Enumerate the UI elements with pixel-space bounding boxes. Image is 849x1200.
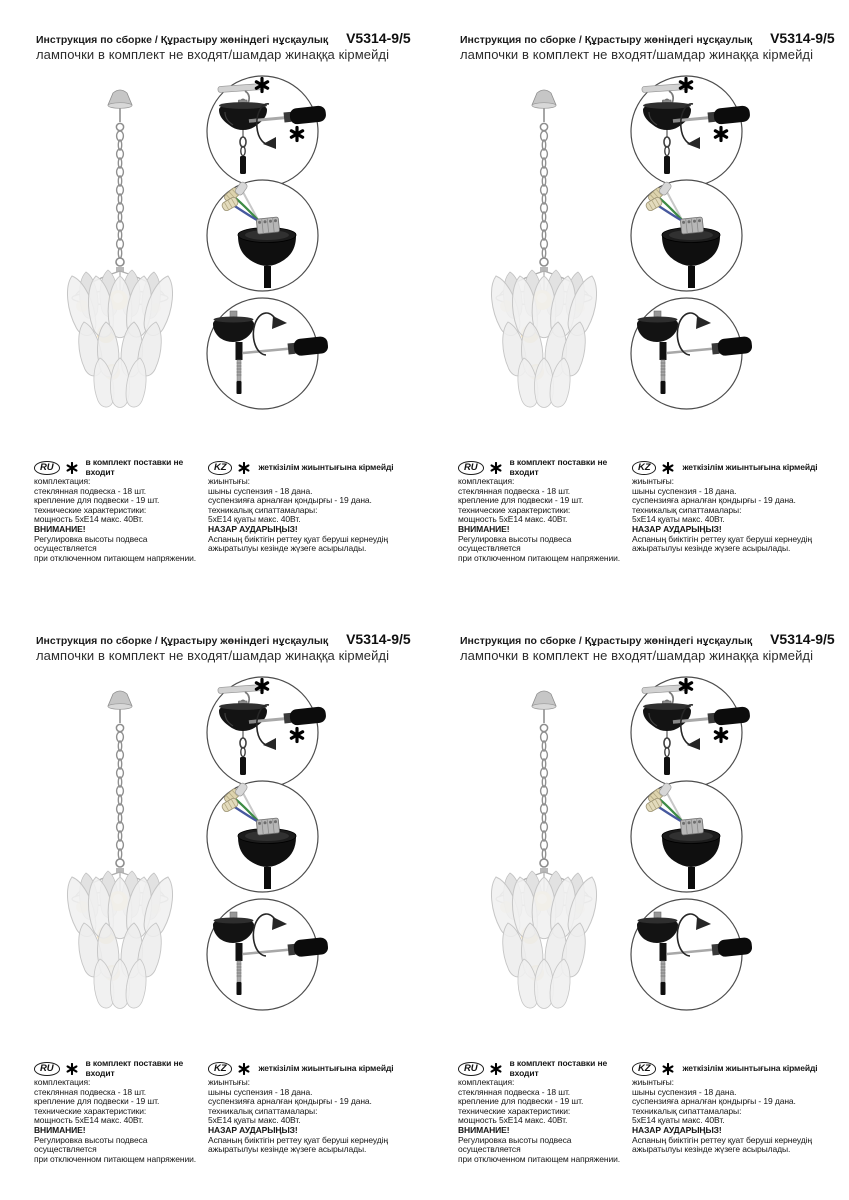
title-row xyxy=(460,30,835,46)
ru-badge: RU xyxy=(458,1062,484,1076)
ru-section xyxy=(458,1060,630,1164)
chandelier-illustration xyxy=(462,86,637,421)
page-subtitle: лампочки в комплект не входят/шамдар жинаққа кірмейді xyxy=(460,47,814,62)
ru-kit-header: комплектация: xyxy=(34,476,91,486)
step2-wiring-diagram xyxy=(629,178,759,293)
page-title: Инструкция по сборке / Құрастыру жөніндегі нұсқаулық xyxy=(460,34,753,46)
cable-icon xyxy=(688,266,695,288)
glass-petals-tier3 xyxy=(515,357,574,409)
chandelier-illustration xyxy=(38,687,213,1022)
kz-kit-item: суспензияға арналған қондырғы - 19 дана. xyxy=(632,1096,796,1107)
ru-warning xyxy=(458,1126,630,1164)
ru-kit-items xyxy=(34,487,206,506)
step2-wiring-diagram xyxy=(629,779,759,894)
model-number: V5314-9/5 xyxy=(770,631,835,647)
kz-badge-row xyxy=(208,1060,400,1078)
chain-icon xyxy=(540,732,548,867)
title-row xyxy=(36,30,411,46)
panel-header xyxy=(460,30,835,62)
ru-spec-header: технические характеристики: xyxy=(458,1105,571,1116)
kz-kit-header: жиынтығы: xyxy=(208,1077,250,1087)
glass-petals-tier3 xyxy=(91,357,150,409)
asterisk-icon xyxy=(490,1063,502,1075)
kz-warning-line: Аспаның биіктігін реттеу қуат беруші кернеудің xyxy=(208,1134,388,1145)
kz-spec-header: техникалық сипаттамалары: xyxy=(208,1105,318,1116)
cable-icon xyxy=(264,266,271,288)
kz-badge: KZ xyxy=(208,1062,232,1076)
step1-hook-mount-diagram xyxy=(205,675,335,790)
canopy-icon xyxy=(108,691,132,732)
ru-badge: RU xyxy=(458,461,484,475)
kz-warning-line: ажыратылуы кезінде жүзеге асырылады. xyxy=(632,543,791,554)
ru-kit-item: крепление для подвески - 19 шт. xyxy=(34,495,160,506)
ru-spec xyxy=(34,506,206,525)
ru-badge-row xyxy=(34,1060,206,1078)
kz-kit-items xyxy=(208,1088,400,1107)
kz-note: жеткізілім жиынтығына кірмейді xyxy=(258,1063,394,1074)
ru-warning-header: ВНИМАНИЕ! xyxy=(34,1124,86,1135)
kz-warning-header: НАЗАР АУДАРЫҢЫЗ! xyxy=(632,523,722,534)
glass-petals-tier1 xyxy=(485,273,604,339)
ru-note: в комплект поставки не входит xyxy=(509,457,608,477)
kz-kit-items xyxy=(632,487,824,506)
kz-spec xyxy=(208,1107,400,1126)
ru-spec-header: технические характеристики: xyxy=(34,1105,147,1116)
glass-petals-tier1 xyxy=(485,874,604,940)
ru-kit-item: стеклянная подвеска - 18 шт. xyxy=(34,485,147,496)
ru-badge: RU xyxy=(34,1062,60,1076)
step3-height-adjust-diagram xyxy=(205,296,335,411)
kz-badge-row xyxy=(208,459,400,477)
glass-petals-tier1 xyxy=(61,874,180,940)
canopy-icon xyxy=(532,691,556,732)
kz-badge-row xyxy=(632,459,824,477)
terminal-block-icon xyxy=(256,818,279,835)
ru-badge-row xyxy=(458,1060,630,1078)
ru-spec-header: технические характеристики: xyxy=(458,504,571,515)
instruction-panel xyxy=(0,601,425,1200)
step2-wiring-diagram xyxy=(205,779,335,894)
kz-spec xyxy=(632,1107,824,1126)
terminal-block-icon xyxy=(256,217,279,234)
chandelier-illustration xyxy=(38,86,213,421)
ru-kit-item: крепление для подвески - 19 шт. xyxy=(458,495,584,506)
kz-warning-line: Аспаның биіктігін реттеу қуат беруші кернеудің xyxy=(208,533,388,544)
kz-kit-items xyxy=(208,487,400,506)
asterisk-icon xyxy=(662,462,674,474)
ru-warning-header: ВНИМАНИЕ! xyxy=(34,523,86,534)
chain-icon xyxy=(116,131,124,266)
ru-badge: RU xyxy=(34,461,60,475)
ru-warning xyxy=(34,1126,206,1164)
ru-section xyxy=(34,459,206,563)
ru-kit-item: стеклянная подвеска - 18 шт. xyxy=(34,1086,147,1097)
model-number: V5314-9/5 xyxy=(770,30,835,46)
ru-section xyxy=(34,1060,206,1164)
cable-icon xyxy=(688,867,695,889)
ru-warning xyxy=(34,525,206,563)
instruction-panel xyxy=(0,0,425,600)
page-subtitle: лампочки в комплект не входят/шамдар жинаққа кірмейді xyxy=(460,648,814,663)
kz-spec-line: 5хЕ14 қуаты макс. 40Вт. xyxy=(632,514,725,525)
step2-wiring-diagram xyxy=(205,178,335,293)
chain-icon xyxy=(116,732,124,867)
ru-warning-line: при отключенном питающем напряжении. xyxy=(458,1153,621,1164)
kz-kit-items xyxy=(632,1088,824,1107)
ru-warning-line: при отключенном питающем напряжении. xyxy=(34,1153,197,1164)
kz-warning-line: Аспаның биіктігін реттеу қуат беруші кернеудің xyxy=(632,533,812,544)
ru-warning-line: при отключенном питающем напряжении. xyxy=(458,552,621,563)
model-number: V5314-9/5 xyxy=(346,631,411,647)
kz-warning-line: ажыратылуы кезінде жүзеге асырылады. xyxy=(632,1144,791,1155)
ru-spec-line: мощность 5хЕ14 макс. 40Вт. xyxy=(34,514,144,525)
kz-warning-line: ажыратылуы кезінде жүзеге асырылады. xyxy=(208,543,367,554)
title-row xyxy=(460,631,835,647)
kz-spec-line: 5хЕ14 қуаты макс. 40Вт. xyxy=(208,1115,301,1126)
ru-note: в комплект поставки не входит xyxy=(509,1058,608,1078)
kz-spec-header: техникалық сипаттамалары: xyxy=(632,1105,742,1116)
kz-spec-header: техникалық сипаттамалары: xyxy=(208,504,318,515)
ru-kit-item: стеклянная подвеска - 18 шт. xyxy=(458,485,571,496)
ru-kit-item: крепление для подвески - 19 шт. xyxy=(458,1096,584,1107)
ru-spec xyxy=(458,506,630,525)
kz-badge: KZ xyxy=(632,461,656,475)
kz-warning-line: ажыратылуы кезінде жүзеге асырылады. xyxy=(208,1144,367,1155)
ru-kit-items xyxy=(34,1088,206,1107)
kz-kit-item: шыны суспензия - 18 дана. xyxy=(632,485,737,496)
kz-kit-header: жиынтығы: xyxy=(632,1077,674,1087)
page-title: Инструкция по сборке / Құрастыру жөніндегі нұсқаулық xyxy=(36,34,329,46)
terminal-block-icon xyxy=(680,217,703,234)
instruction-panel xyxy=(424,601,849,1200)
ru-kit-header: комплектация: xyxy=(34,1077,91,1087)
kz-section xyxy=(208,1060,400,1155)
chain-icon xyxy=(540,131,548,266)
kz-spec-header: техникалық сипаттамалары: xyxy=(632,504,742,515)
asterisk-icon xyxy=(66,462,78,474)
kz-kit-item: шыны суспензия - 18 дана. xyxy=(632,1086,737,1097)
kz-warning-header: НАЗАР АУДАРЫҢЫЗ! xyxy=(208,523,298,534)
model-number: V5314-9/5 xyxy=(346,30,411,46)
kz-kit-item: шыны суспензия - 18 дана. xyxy=(208,1086,313,1097)
ru-spec-line: мощность 5хЕ14 макс. 40Вт. xyxy=(458,1115,568,1126)
title-row xyxy=(36,631,411,647)
terminal-block-icon xyxy=(680,818,703,835)
kz-kit-header: жиынтығы: xyxy=(208,476,250,486)
kz-badge-row xyxy=(632,1060,824,1078)
ru-badge-row xyxy=(458,459,630,477)
kz-spec xyxy=(632,506,824,525)
glass-petals-tier3 xyxy=(515,958,574,1010)
panel-header xyxy=(460,631,835,663)
ru-warning-line: Регулировка высоты подвеса осуществляется xyxy=(34,1134,148,1155)
asterisk-icon xyxy=(66,1063,78,1075)
cable-icon xyxy=(264,867,271,889)
kz-section xyxy=(632,1060,824,1155)
kz-badge: KZ xyxy=(632,1062,656,1076)
glass-petals-tier3 xyxy=(91,958,150,1010)
kz-warning xyxy=(632,1126,824,1155)
kz-kit-item: суспензияға арналған қондырғы - 19 дана. xyxy=(632,495,796,506)
ru-kit-header: комплектация: xyxy=(458,476,515,486)
kz-spec-line: 5хЕ14 қуаты макс. 40Вт. xyxy=(208,514,301,525)
chandelier-illustration xyxy=(462,687,637,1022)
ru-kit-item: крепление для подвески - 19 шт. xyxy=(34,1096,160,1107)
kz-warning xyxy=(208,1126,400,1155)
step3-height-adjust-diagram xyxy=(205,897,335,1012)
glass-petals-tier1 xyxy=(61,273,180,339)
kz-kit-item: шыны суспензия - 18 дана. xyxy=(208,485,313,496)
canopy-icon xyxy=(108,90,132,131)
kz-warning xyxy=(632,525,824,554)
page-subtitle: лампочки в комплект не входят/шамдар жинаққа кірмейді xyxy=(36,47,390,62)
kz-note: жеткізілім жиынтығына кірмейді xyxy=(258,462,394,473)
kz-note: жеткізілім жиынтығына кірмейді xyxy=(682,1063,818,1074)
ru-kit-item: стеклянная подвеска - 18 шт. xyxy=(458,1086,571,1097)
asterisk-icon xyxy=(662,1063,674,1075)
kz-kit-item: суспензияға арналған қондырғы - 19 дана. xyxy=(208,1096,372,1107)
ru-spec-line: мощность 5хЕ14 макс. 40Вт. xyxy=(34,1115,144,1126)
ru-kit-items xyxy=(458,487,630,506)
asterisk-icon xyxy=(238,462,250,474)
asterisk-icon xyxy=(490,462,502,474)
ru-kit-items xyxy=(458,1088,630,1107)
panel-header xyxy=(36,30,411,62)
page-subtitle: лампочки в комплект не входят/шамдар жинаққа кірмейді xyxy=(36,648,390,663)
kz-spec xyxy=(208,506,400,525)
kz-note: жеткізілім жиынтығына кірмейді xyxy=(682,462,818,473)
asterisk-icon xyxy=(238,1063,250,1075)
step3-height-adjust-diagram xyxy=(629,897,759,1012)
kz-kit-header: жиынтығы: xyxy=(632,476,674,486)
kz-warning-header: НАЗАР АУДАРЫҢЫЗ! xyxy=(208,1124,298,1135)
ru-spec-header: технические характеристики: xyxy=(34,504,147,515)
ru-note: в комплект поставки не входит xyxy=(85,1058,184,1078)
ru-kit-header: комплектация: xyxy=(458,1077,515,1087)
kz-warning xyxy=(208,525,400,554)
ru-spec xyxy=(34,1107,206,1126)
ru-warning-header: ВНИМАНИЕ! xyxy=(458,523,510,534)
ru-spec xyxy=(458,1107,630,1126)
canopy-icon xyxy=(532,90,556,131)
ru-warning xyxy=(458,525,630,563)
kz-spec-line: 5хЕ14 қуаты макс. 40Вт. xyxy=(632,1115,725,1126)
kz-warning-line: Аспаның биіктігін реттеу қуат беруші кернеудің xyxy=(632,1134,812,1145)
kz-kit-item: суспензияға арналған қондырғы - 19 дана. xyxy=(208,495,372,506)
ru-warning-header: ВНИМАНИЕ! xyxy=(458,1124,510,1135)
step1-hook-mount-diagram xyxy=(205,74,335,189)
instruction-panel xyxy=(424,0,849,600)
kz-section xyxy=(208,459,400,554)
page-title: Инструкция по сборке / Құрастыру жөніндегі нұсқаулық xyxy=(460,635,753,647)
step3-height-adjust-diagram xyxy=(629,296,759,411)
page-title: Инструкция по сборке / Құрастыру жөніндегі нұсқаулық xyxy=(36,635,329,647)
kz-section xyxy=(632,459,824,554)
ru-spec-line: мощность 5хЕ14 макс. 40Вт. xyxy=(458,514,568,525)
kz-badge: KZ xyxy=(208,461,232,475)
ru-note: в комплект поставки не входит xyxy=(85,457,184,477)
ru-warning-line: Регулировка высоты подвеса осуществляется xyxy=(458,1134,572,1155)
kz-warning-header: НАЗАР АУДАРЫҢЫЗ! xyxy=(632,1124,722,1135)
ru-warning-line: при отключенном питающем напряжении. xyxy=(34,552,197,563)
ru-warning-line: Регулировка высоты подвеса осуществляется xyxy=(458,533,572,554)
ru-warning-line: Регулировка высоты подвеса осуществляется xyxy=(34,533,148,554)
step1-hook-mount-diagram xyxy=(629,74,759,189)
step1-hook-mount-diagram xyxy=(629,675,759,790)
ru-section xyxy=(458,459,630,563)
panel-header xyxy=(36,631,411,663)
ru-badge-row xyxy=(34,459,206,477)
